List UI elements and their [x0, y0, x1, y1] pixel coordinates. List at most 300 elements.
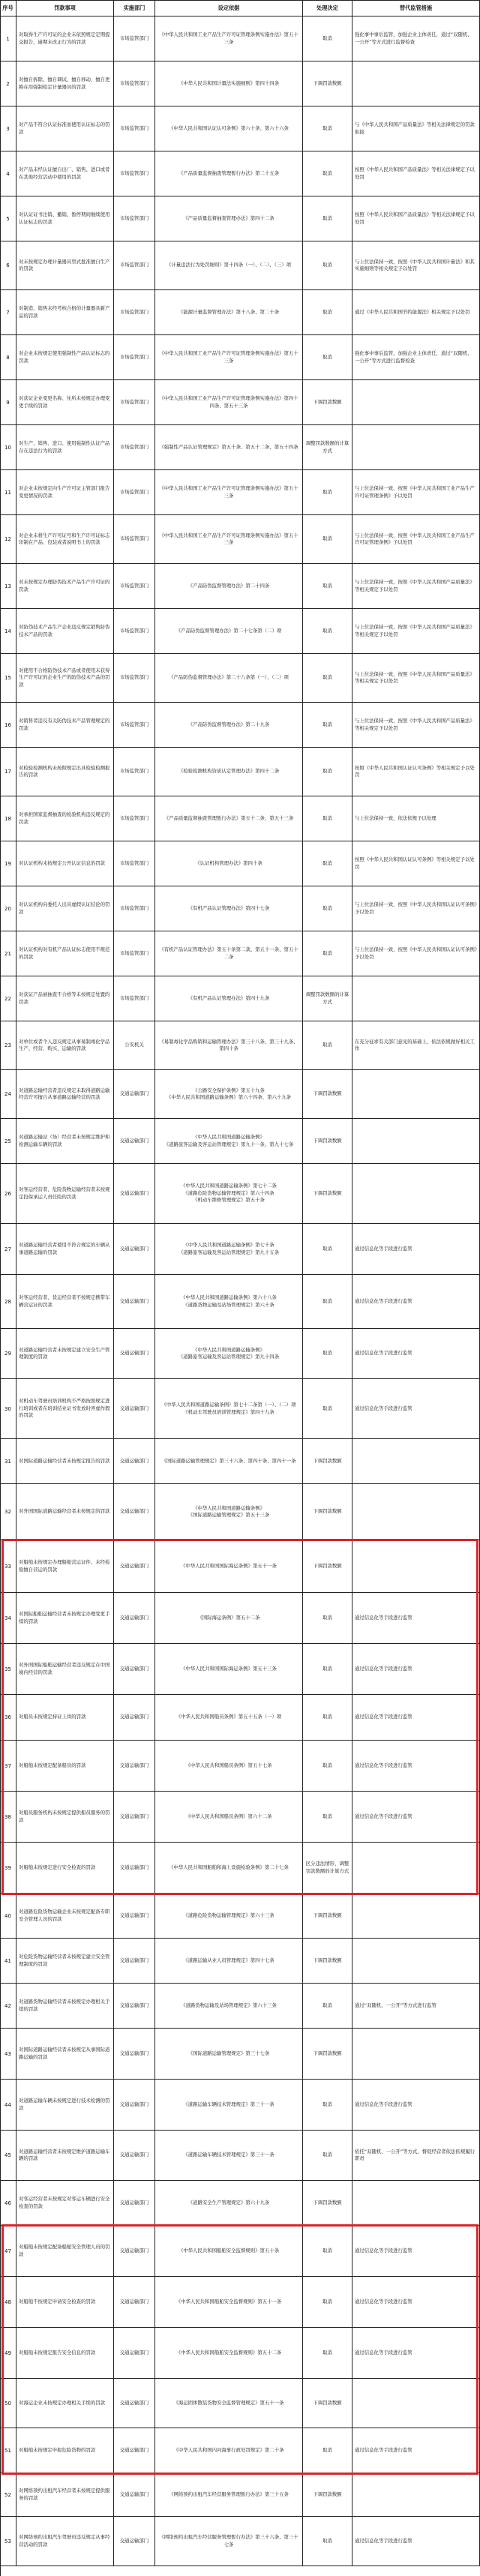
cell-supervision-measure [352, 886, 480, 931]
cell-penalty-item [16, 106, 114, 151]
cell-serial-number-text: 51 [4, 2447, 11, 2454]
cell-penalty-item [16, 2226, 114, 2277]
cell-supervision-measure [352, 1939, 480, 1984]
cell-supervision-measure [352, 1484, 480, 1540]
cell-serial-number-text: 6 [6, 262, 10, 268]
cell-supervision-measure [352, 2080, 480, 2131]
cell-legal-basis [155, 106, 303, 151]
cell-legal-basis-text: 《中华人民共和国船舶和海上设施检验条例》第二十七条 [169, 1864, 289, 1870]
cell-serial-number-text: 5 [6, 215, 10, 222]
cell-department [114, 16, 155, 61]
cell-supervision-measure [352, 151, 480, 196]
cell-decision [303, 151, 352, 196]
cell-serial-number-text: 40 [4, 1912, 11, 1919]
cell-decision [303, 2226, 352, 2277]
cell-legal-basis-text: 《道路运输车辆技术管理规定》第三十一条 [183, 2101, 274, 2107]
cell-supervision-measure [352, 2131, 480, 2181]
cell-legal-basis-text: 《产品质量监督抽查管理办法》第四十二条 [183, 214, 274, 221]
cell-decision-text: 取消 [322, 768, 332, 775]
cell-department [114, 1484, 155, 1540]
cell-supervision-measure [352, 1843, 480, 1894]
cell-penalty-item [16, 1070, 114, 1119]
cell-department-text: 交通运输部门 [119, 1562, 149, 1569]
cell-penalty-item [16, 196, 114, 241]
cell-department-text: 市场监管部门 [119, 859, 149, 866]
cell-department-text: 交通运输部门 [119, 1864, 149, 1870]
cell-supervision-measure [352, 564, 480, 609]
cell-department-text: 市场监管部门 [119, 904, 149, 911]
cell-department [114, 1379, 155, 1439]
cell-legal-basis-text: 《产品防伪监督管理办法》第二十七条第（二）项 [176, 627, 282, 634]
cell-supervision-measure [352, 1070, 480, 1119]
cell-penalty-item-text: 对外国国际船舶运输经营者违反规定在中国境内经营的罚款 [19, 1662, 110, 1675]
cell-legal-basis-text: 《检验检测机构资质认定管理办法》第四十二条 [178, 768, 280, 775]
cell-department [114, 425, 155, 470]
cell-legal-basis-text: 《中华人民共和国工业产品生产许可证管理条例实施办法》第五十三条 [159, 485, 298, 499]
cell-penalty-item [16, 609, 114, 654]
cell-serial-number [0, 2181, 16, 2226]
cell-penalty-item-text: 对船舶未按规定进行安全检查的罚款 [19, 1864, 96, 1870]
cell-supervision-measure-text: 通过信息化等手段进行监管 [355, 2101, 412, 2107]
cell-department-text: 市场监管部门 [119, 34, 149, 41]
cell-department [114, 2029, 155, 2080]
cell-decision-text: 取消 [322, 1762, 332, 1768]
cell-supervision-measure [352, 1540, 480, 1593]
cell-department [114, 2277, 155, 2328]
cell-serial-number [0, 1021, 16, 1070]
cell-decision [303, 2517, 352, 2566]
cell-legal-basis-text: 《产品防伪监督管理办法》第二十八条第（一）、（二）项 [169, 674, 289, 681]
cell-serial-number [0, 2029, 16, 2080]
cell-department [114, 1939, 155, 1984]
cell-decision-text: 取消 [322, 582, 332, 589]
cell-serial-number [0, 703, 16, 748]
cell-department-text: 市场监管部门 [119, 768, 149, 775]
cell-department-text: 交通运输部门 [119, 2247, 149, 2254]
cell-supervision-measure-text: 按照《中华人民共和国认证认可条例》等相关规定予以处罚 [355, 856, 475, 870]
cell-penalty-item [16, 241, 114, 290]
cell-legal-basis [155, 2517, 303, 2566]
cell-legal-basis-text: 《国际道路运输管理规定》第三十六条、第四十条、第四十一条 [161, 1457, 296, 1464]
cell-supervision-measure-text: 通过“双随机、一公开”等方式进行监管 [355, 2002, 436, 2008]
cell-department-text: 市场监管部门 [119, 79, 149, 86]
cell-department-text: 交通运输部门 [119, 1957, 149, 1963]
cell-serial-number [0, 1540, 16, 1593]
cell-legal-basis-text: 《海运固体散装货物安全监督管理规定》第五十一条 [173, 2399, 284, 2406]
cell-supervision-measure [352, 196, 480, 241]
cell-serial-number [0, 425, 16, 470]
cell-supervision-measure [352, 748, 480, 796]
cell-serial-number-text: 47 [4, 2248, 11, 2254]
cell-supervision-measure [352, 796, 480, 841]
cell-penalty-item [16, 796, 114, 841]
cell-serial-number [0, 976, 16, 1021]
cell-serial-number-text: 44 [4, 2101, 11, 2108]
cell-serial-number-text: 24 [4, 1091, 11, 1097]
cell-serial-number-text: 7 [6, 309, 10, 316]
column-header-department-text: 实施部门 [123, 4, 146, 11]
cell-legal-basis-text: 《有机产品认证管理办法》第四十七条 [188, 904, 270, 911]
cell-supervision-measure [352, 1275, 480, 1329]
cell-serial-number-text: 42 [4, 2002, 11, 2009]
cell-legal-basis-text: 《道路货物运输及站场管理规定》第六十三条 [181, 2002, 277, 2008]
cell-department-text: 市场监管部门 [119, 994, 149, 1001]
cell-department-text: 交通运输部门 [119, 2050, 149, 2056]
cell-penalty-item-text: 对船员未按规定持证上岗的罚款 [19, 1714, 86, 1720]
cell-legal-basis-text: 《中华人民共和国船员条例》第五十七条 [185, 1762, 272, 1768]
cell-department [114, 61, 155, 106]
column-header-decision [303, 0, 352, 16]
cell-decision [303, 654, 352, 703]
cell-legal-basis [155, 1070, 303, 1119]
cell-legal-basis [155, 1021, 303, 1070]
cell-department [114, 1695, 155, 1741]
cell-department [114, 748, 155, 796]
cell-department [114, 1792, 155, 1843]
cell-serial-number-text: 33 [4, 1563, 11, 1570]
cell-decision [303, 1644, 352, 1695]
cell-legal-basis [155, 1379, 303, 1439]
cell-supervision-measure-text: 按照《中华人民共和国产品质量法》等相关法律规定予以处罚 [355, 211, 475, 225]
cell-department-text: 交通运输部门 [119, 1297, 149, 1304]
cell-department [114, 1593, 155, 1644]
cell-legal-basis [155, 886, 303, 931]
cell-decision [303, 976, 352, 1021]
cell-serial-number-text: 15 [4, 675, 11, 681]
cell-decision-text: 下调罚款数额 [313, 2491, 342, 2497]
cell-decision-text: 取消 [322, 488, 332, 495]
cell-department-text: 交通运输部门 [119, 1137, 149, 1144]
cell-legal-basis-text: 《中华人民共和国船员条例》第六十二条 [185, 1813, 272, 1819]
cell-decision-text: 下调罚款数额 [313, 79, 342, 86]
cell-supervision-measure-text: 通过信息化等手段进行监管 [355, 1762, 412, 1768]
cell-legal-basis-text: 《中华人民共和国国际海运条例》第五十三条 [181, 1665, 277, 1672]
cell-department-text: 市场监管部门 [119, 674, 149, 681]
cell-decision [303, 515, 352, 564]
cell-department-text: 交通运输部门 [119, 2537, 149, 2544]
cell-decision [303, 2131, 352, 2181]
cell-department-text: 交通运输部门 [119, 2199, 149, 2206]
cell-serial-number [0, 61, 16, 106]
cell-penalty-item [16, 1275, 114, 1329]
cell-penalty-item-text: 对国际道路运输经营者未按规定从事国际道路运输的罚款 [19, 2047, 110, 2060]
cell-department [114, 654, 155, 703]
cell-department-text: 市场监管部门 [119, 169, 149, 176]
cell-department-text: 交通运输部门 [119, 2446, 149, 2453]
cell-decision-text: 取消 [322, 814, 332, 821]
cell-legal-basis [155, 1644, 303, 1695]
cell-supervision-measure-text: 通过信息化等手段进行监管 [355, 2298, 412, 2305]
cell-decision [303, 2080, 352, 2131]
cell-legal-basis [155, 931, 303, 976]
cell-serial-number-text: 45 [4, 2152, 11, 2158]
cell-serial-number-text: 31 [4, 1458, 11, 1465]
cell-department [114, 1894, 155, 1939]
cell-supervision-measure [352, 1119, 480, 1164]
cell-decision [303, 841, 352, 886]
cell-penalty-item [16, 2029, 114, 2080]
cell-legal-basis-text: 《中华人民共和国工业产品生产许可证管理条例实施办法》第五十三条 [159, 350, 298, 364]
cell-penalty-item [16, 976, 114, 1021]
cell-decision [303, 1224, 352, 1275]
cell-supervision-measure-text: 通过信息化等手段进行监管 [355, 2537, 412, 2544]
cell-penalty-item-text: 对未按规定办理防伪技术产品生产许可证的罚款 [19, 579, 110, 592]
cell-serial-number [0, 151, 16, 196]
cell-decision [303, 1894, 352, 1939]
cell-penalty-item-text: 对客运经营者未按规定对客运车辆进行安全检查的罚款 [19, 2196, 110, 2209]
cell-penalty-item [16, 1164, 114, 1224]
cell-decision-text: 取消 [322, 353, 332, 360]
cell-decision-text: 取消 [322, 2298, 332, 2305]
cell-decision [303, 1741, 352, 1792]
cell-supervision-measure [352, 2277, 480, 2328]
cell-penalty-item-text: 对道路运输车辆未按规定进行技术检测的罚款 [19, 2098, 110, 2111]
cell-supervision-measure [352, 2029, 480, 2080]
cell-decision [303, 1540, 352, 1593]
cell-penalty-item-text: 对擅自拆除、擅自调试、擅自移动、擅自更换在用强制检定计量器具的罚款 [19, 76, 110, 90]
cell-supervision-measure-text: 与上位法保持一致，按照《中华人民共和国产品质量法》等相关规定予以处罚 [355, 579, 475, 592]
cell-decision [303, 2428, 352, 2473]
cell-legal-basis-text: 《道路危险货物运输管理规定》第六十三条 [183, 1912, 274, 1918]
cell-supervision-measure [352, 1741, 480, 1792]
cell-serial-number [0, 335, 16, 380]
cell-serial-number [0, 1164, 16, 1224]
column-header-decision-text: 处理决定 [316, 4, 338, 11]
cell-supervision-measure [352, 2181, 480, 2226]
cell-legal-basis-text: 《产品防伪监督管理办法》第二十九条 [188, 721, 270, 727]
cell-supervision-measure [352, 61, 480, 106]
cell-serial-number [0, 1593, 16, 1644]
cell-supervision-measure-text: 与上位法保持一致，依法依规予以处理 [355, 814, 436, 821]
cell-decision-text: 取消 [322, 1405, 332, 1411]
cell-decision-text: 取消 [322, 1042, 332, 1048]
cell-penalty-item-text: 对船舶不按规定申请安全检查的罚款 [19, 2298, 96, 2305]
cell-serial-number-text: 37 [4, 1762, 11, 1769]
cell-department [114, 1843, 155, 1894]
cell-legal-basis [155, 703, 303, 748]
cell-legal-basis [155, 2277, 303, 2328]
cell-decision [303, 425, 352, 470]
cell-department [114, 609, 155, 654]
cell-serial-number-text: 12 [4, 536, 11, 542]
cell-legal-basis [155, 976, 303, 1021]
cell-penalty-item [16, 1540, 114, 1593]
cell-decision-text: 取消 [322, 1813, 332, 1819]
cell-serial-number-text: 52 [4, 2491, 11, 2498]
cell-department-text: 市场监管部门 [119, 582, 149, 589]
cell-legal-basis [155, 2131, 303, 2181]
cell-decision [303, 241, 352, 290]
cell-legal-basis [155, 16, 303, 61]
cell-department [114, 2517, 155, 2566]
cell-supervision-measure [352, 515, 480, 564]
cell-legal-basis [155, 1695, 303, 1741]
cell-supervision-measure [352, 1164, 480, 1224]
cell-supervision-measure [352, 976, 480, 1021]
cell-department-text: 交通运输部门 [119, 1813, 149, 1819]
cell-department [114, 2328, 155, 2379]
cell-serial-number [0, 1119, 16, 1164]
cell-department [114, 796, 155, 841]
cell-penalty-item-text: 对海运企业未按规定办理相关手续的罚款 [19, 2399, 106, 2406]
cell-serial-number [0, 106, 16, 151]
cell-decision [303, 703, 352, 748]
cell-penalty-item [16, 470, 114, 515]
cell-department-text: 交通运输部门 [119, 1762, 149, 1768]
cell-serial-number-text: 21 [4, 950, 11, 957]
cell-serial-number [0, 2131, 16, 2181]
cell-penalty-item-text: 对机动车驾驶员培训机构不严格按照规定进行培训或者在培训结业证书发放时弄虚作假的罚款 [19, 1398, 110, 1419]
cell-decision-text: 取消 [322, 949, 332, 956]
cell-supervision-measure-text: 通过信息化等手段进行监管 [355, 1350, 412, 1357]
cell-decision [303, 1792, 352, 1843]
cell-supervision-measure [352, 1644, 480, 1695]
cell-decision [303, 1593, 352, 1644]
cell-decision-text: 取消 [322, 674, 332, 681]
cell-legal-basis [155, 151, 303, 196]
cell-decision-text: 取消 [322, 1614, 332, 1621]
cell-penalty-item-text: 对网络预约出租汽车驾驶员违反规定从事经营活动的罚款 [19, 2534, 110, 2548]
cell-department [114, 886, 155, 931]
cell-serial-number [0, 1984, 16, 2029]
cell-department-text: 市场监管部门 [119, 443, 149, 450]
cell-decision-text: 下调罚款数额 [313, 2199, 342, 2206]
cell-decision-text: 取消 [322, 535, 332, 542]
column-header-legal-basis [155, 0, 303, 16]
cell-penalty-item-text: 对生产、销售、进口、使用强制性认证产品存在违法行为的罚款 [19, 440, 110, 454]
cell-department [114, 1984, 155, 2029]
cell-department [114, 1070, 155, 1119]
cell-serial-number-text: 46 [4, 2200, 11, 2206]
cell-serial-number [0, 609, 16, 654]
cell-legal-basis [155, 748, 303, 796]
cell-department-text: 交通运输部门 [119, 1508, 149, 1515]
cell-decision-text: 取消 [322, 1665, 332, 1672]
cell-decision-text: 取消 [322, 34, 332, 41]
cell-penalty-item-text: 对国际道路运输经营者未按规定报告的罚款 [19, 1457, 110, 1464]
cell-serial-number-text: 50 [4, 2400, 11, 2407]
cell-serial-number [0, 1224, 16, 1275]
cell-legal-basis-text: 《产品防伪监督管理办法》第二十四条 [188, 582, 270, 589]
cell-legal-basis [155, 515, 303, 564]
cell-department-text: 市场监管部门 [119, 535, 149, 542]
cell-penalty-item [16, 1843, 114, 1894]
cell-legal-basis [155, 1843, 303, 1894]
cell-serial-number [0, 1070, 16, 1119]
cell-decision-text: 下调罚款数额 [313, 1912, 342, 1918]
cell-serial-number-text: 30 [4, 1405, 11, 1412]
cell-serial-number [0, 841, 16, 886]
cell-supervision-measure [352, 1329, 480, 1379]
cell-decision [303, 1329, 352, 1379]
cell-penalty-item [16, 2473, 114, 2517]
cell-department [114, 106, 155, 151]
cell-serial-number [0, 196, 16, 241]
column-header-penalty-item-text: 罚款事项 [54, 4, 76, 11]
cell-serial-number [0, 2379, 16, 2428]
cell-penalty-item-text: 对外国国际道路运输经营者未按规定的罚款 [19, 1508, 110, 1515]
cell-supervision-measure [352, 335, 480, 380]
cell-penalty-item-text: 对危险货物运输经营者未按规定建立安全管理制度的罚款 [19, 1954, 110, 1967]
cell-penalty-item [16, 654, 114, 703]
cell-legal-basis-text: 《公路安全保护条例》第五十九条 《中华人民共和国道路运输条例》第六十四条、第六十九条 [166, 1087, 292, 1100]
cell-decision [303, 1984, 352, 2029]
cell-decision-text: 取消 [322, 904, 332, 911]
cell-serial-number-text: 8 [6, 354, 10, 361]
cell-decision [303, 2379, 352, 2428]
cell-decision [303, 16, 352, 61]
cell-legal-basis [155, 425, 303, 470]
cell-supervision-measure [352, 380, 480, 425]
cell-legal-basis [155, 796, 303, 841]
cell-penalty-item-text: 对产品未经认证擅自出厂、销售、进口或者在其他经营活动中使用的罚款 [19, 166, 110, 180]
cell-serial-number-text: 18 [4, 815, 11, 822]
cell-penalty-item-text: 对道路危险货物运输企业未按规定配备专职安全管理人员的罚款 [19, 1909, 110, 1922]
cell-legal-basis-text: 《中华人民共和国船舶安全监督规则》第五十二条 [176, 2349, 282, 2356]
cell-decision [303, 1164, 352, 1224]
cell-serial-number-text: 35 [4, 1666, 11, 1672]
cell-decision [303, 886, 352, 931]
cell-serial-number [0, 515, 16, 564]
cell-supervision-measure [352, 1224, 480, 1275]
cell-penalty-item-text: 对获证企业变更名称、住所未按规定办理变更手续的罚款 [19, 395, 110, 409]
cell-legal-basis-text: 《中华人民共和国认证认可条例》第六十条、第六十六条 [169, 124, 289, 131]
cell-supervision-measure-text: 通过信息化等手段进行监管 [355, 2247, 412, 2254]
cell-department [114, 2473, 155, 2517]
cell-department-text: 公安机关 [124, 1042, 144, 1048]
cell-department [114, 976, 155, 1021]
cell-penalty-item [16, 1021, 114, 1070]
cell-department [114, 1164, 155, 1224]
cell-legal-basis [155, 1540, 303, 1593]
cell-penalty-item [16, 1593, 114, 1644]
cell-serial-number [0, 2277, 16, 2328]
cell-department-text: 市场监管部门 [119, 627, 149, 634]
cell-decision [303, 1119, 352, 1164]
column-header-serial-number-text: 序号 [2, 4, 14, 11]
cell-decision-text: 区分违法情形，调整罚款数额的计算方式 [305, 1861, 350, 1874]
cell-department [114, 1119, 155, 1164]
cell-serial-number [0, 2473, 16, 2517]
cell-serial-number [0, 2226, 16, 2277]
cell-penalty-item [16, 380, 114, 425]
cell-legal-basis-text: 《能源计量监督管理办法》第十八条、第二十条 [178, 308, 280, 315]
cell-legal-basis-text: 《中华人民共和国道路运输条例》 《道路旅客运输及客运站管理规定》第九十四条 [178, 1346, 280, 1360]
cell-department [114, 564, 155, 609]
cell-department [114, 1224, 155, 1275]
cell-decision [303, 931, 352, 976]
cell-department-text: 交通运输部门 [119, 2298, 149, 2305]
cell-serial-number-text: 22 [4, 995, 11, 1002]
cell-penalty-item-text: 对船员服务机构未按规定提供船员服务的罚款 [19, 1810, 110, 1823]
cell-department [114, 841, 155, 886]
cell-penalty-item-text: 对未按规定办理计量器具型式批准擅自生产的罚款 [19, 258, 110, 271]
cell-supervision-measure [352, 1439, 480, 1484]
cell-penalty-item-text: 对船舶未按规定申报危险货物的罚款 [19, 2446, 96, 2453]
cell-decision [303, 2277, 352, 2328]
cell-penalty-item [16, 2181, 114, 2226]
cell-supervision-measure [352, 241, 480, 290]
cell-department [114, 1741, 155, 1792]
cell-legal-basis [155, 1939, 303, 1984]
cell-decision-text: 取消 [322, 124, 332, 131]
cell-supervision-measure-text: 在充分征求有关部门意见的基础上，依法依规做好相关工作 [355, 1038, 475, 1051]
cell-penalty-item-text: 对道路运输经营者使用不符合规定的车辆从事道路运输的罚款 [19, 1242, 110, 1255]
cell-legal-basis [155, 1329, 303, 1379]
cell-decision-text: 下调罚款数额 [313, 2050, 342, 2056]
cell-legal-basis-text: 《网络预约出租汽车经营服务管理暂行办法》第三十五条 [169, 2491, 289, 2497]
cell-legal-basis [155, 654, 303, 703]
